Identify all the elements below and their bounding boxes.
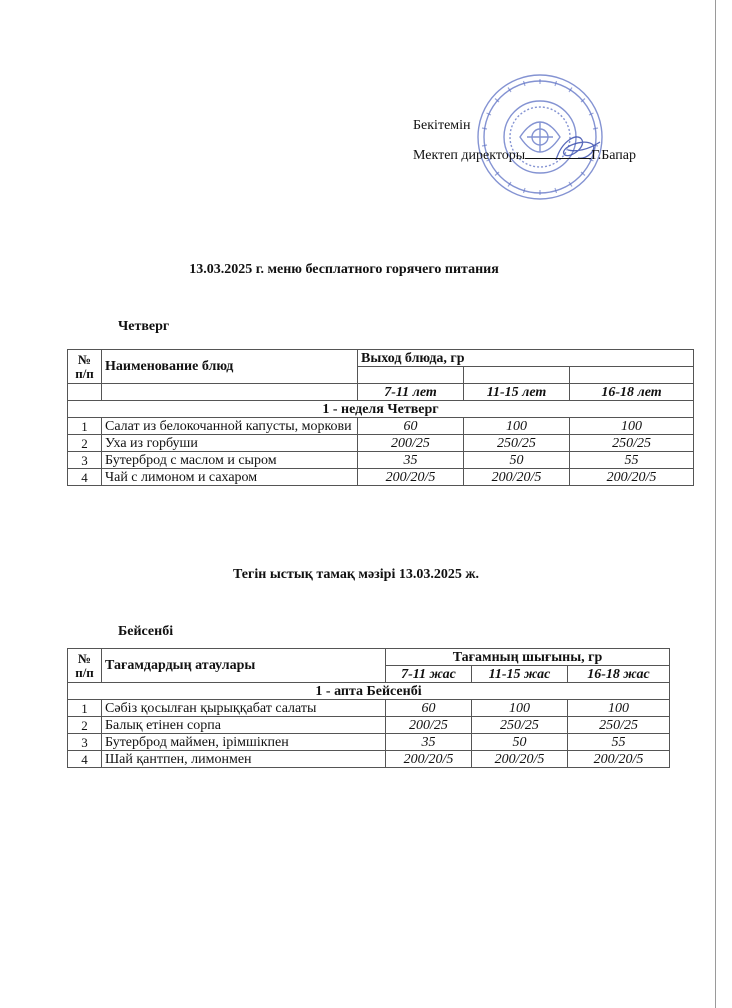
- portion-1: 200/25: [358, 435, 464, 452]
- menu-table-ru: [67, 349, 694, 486]
- week-label: 1 - неделя Четверг: [68, 401, 694, 418]
- row-num: 1: [68, 418, 102, 435]
- portion-3: 100: [570, 418, 694, 435]
- age-col-2: 11-15 лет: [464, 384, 570, 401]
- table-row: [68, 469, 694, 486]
- row-num: 4: [68, 469, 102, 486]
- header-output: Тағамның шығыны, гр: [386, 649, 670, 666]
- portion-1: 200/25: [386, 717, 472, 734]
- portion-2: 100: [464, 418, 570, 435]
- approval-label: Бекітемін: [413, 118, 471, 133]
- portion-2: 200/20/5: [472, 751, 568, 768]
- table-row: [68, 751, 670, 768]
- dish-name: Бутерброд маймен, ірімшікпен: [102, 734, 386, 751]
- portion-1: 200/20/5: [386, 751, 472, 768]
- row-num: 3: [68, 452, 102, 469]
- portion-3: 250/25: [570, 435, 694, 452]
- portion-3: 100: [568, 700, 670, 717]
- row-num: 2: [68, 435, 102, 452]
- age-spacer: [68, 384, 102, 401]
- table-row: [68, 734, 670, 751]
- header-dish-name: Наименование блюд: [102, 350, 358, 384]
- dish-name: Сәбіз қосылған қырыққабат салаты: [102, 700, 386, 717]
- day-label-kz: Бейсенбі: [118, 624, 174, 639]
- portion-1: 35: [386, 734, 472, 751]
- header-spacer: [358, 367, 464, 384]
- dish-name: Чай с лимоном и сахаром: [102, 469, 358, 486]
- dish-name: Бутерброд с маслом и сыром: [102, 452, 358, 469]
- week-label: 1 - апта Бейсенбі: [68, 683, 670, 700]
- header-dish-name: Тағамдардың атаулары: [102, 649, 386, 683]
- age-col-3: 16-18 лет: [570, 384, 694, 401]
- portion-3: 250/25: [568, 717, 670, 734]
- menu-table-kz: [67, 648, 670, 768]
- approval-block: [413, 117, 637, 163]
- signature-blank: [525, 146, 591, 159]
- menu-title-ru: 13.03.2025 г. меню бесплатного горячего питания: [189, 262, 499, 277]
- portion-1: 60: [358, 418, 464, 435]
- dish-name: Балық етінен сорпа: [102, 717, 386, 734]
- director-name: Г.Бапар: [591, 148, 637, 163]
- age-col-1: 7-11 лет: [358, 384, 464, 401]
- menu-title-kz: Тегін ыстық тамақ мәзірі 13.03.2025 ж.: [233, 567, 479, 582]
- dish-name: Уха из горбуши: [102, 435, 358, 452]
- portion-2: 50: [464, 452, 570, 469]
- day-label-ru: Четверг: [118, 319, 170, 334]
- age-col-1: 7-11 жас: [386, 666, 472, 683]
- portion-1: 60: [386, 700, 472, 717]
- header-spacer: [570, 367, 694, 384]
- table-row: [68, 435, 694, 452]
- header-num: № п/п: [68, 350, 102, 384]
- director-line: [413, 146, 636, 164]
- age-spacer: [102, 384, 358, 401]
- portion-2: 250/25: [472, 717, 568, 734]
- portion-2: 50: [472, 734, 568, 751]
- portion-3: 55: [568, 734, 670, 751]
- scan-edge-line: [715, 0, 716, 1008]
- portion-3: 200/20/5: [570, 469, 694, 486]
- age-col-2: 11-15 жас: [472, 666, 568, 683]
- portion-3: 200/20/5: [568, 751, 670, 768]
- table-row: [68, 700, 670, 717]
- portion-2: 200/20/5: [464, 469, 570, 486]
- row-num: 1: [68, 700, 102, 717]
- age-col-3: 16-18 жас: [568, 666, 670, 683]
- header-num: № п/п: [68, 649, 102, 683]
- portion-2: 250/25: [464, 435, 570, 452]
- dish-name: Шай қантпен, лимонмен: [102, 751, 386, 768]
- portion-1: 200/20/5: [358, 469, 464, 486]
- header-spacer: [464, 367, 570, 384]
- row-num: 2: [68, 717, 102, 734]
- portion-2: 100: [472, 700, 568, 717]
- table-row: [68, 452, 694, 469]
- row-num: 3: [68, 734, 102, 751]
- row-num: 4: [68, 751, 102, 768]
- dish-name: Салат из белокочанной капусты, моркови: [102, 418, 358, 435]
- director-position: Мектеп директоры: [413, 148, 526, 163]
- header-output: Выход блюда, гр: [358, 350, 694, 367]
- table-row: [68, 717, 670, 734]
- portion-1: 35: [358, 452, 464, 469]
- table-row: [68, 418, 694, 435]
- portion-3: 55: [570, 452, 694, 469]
